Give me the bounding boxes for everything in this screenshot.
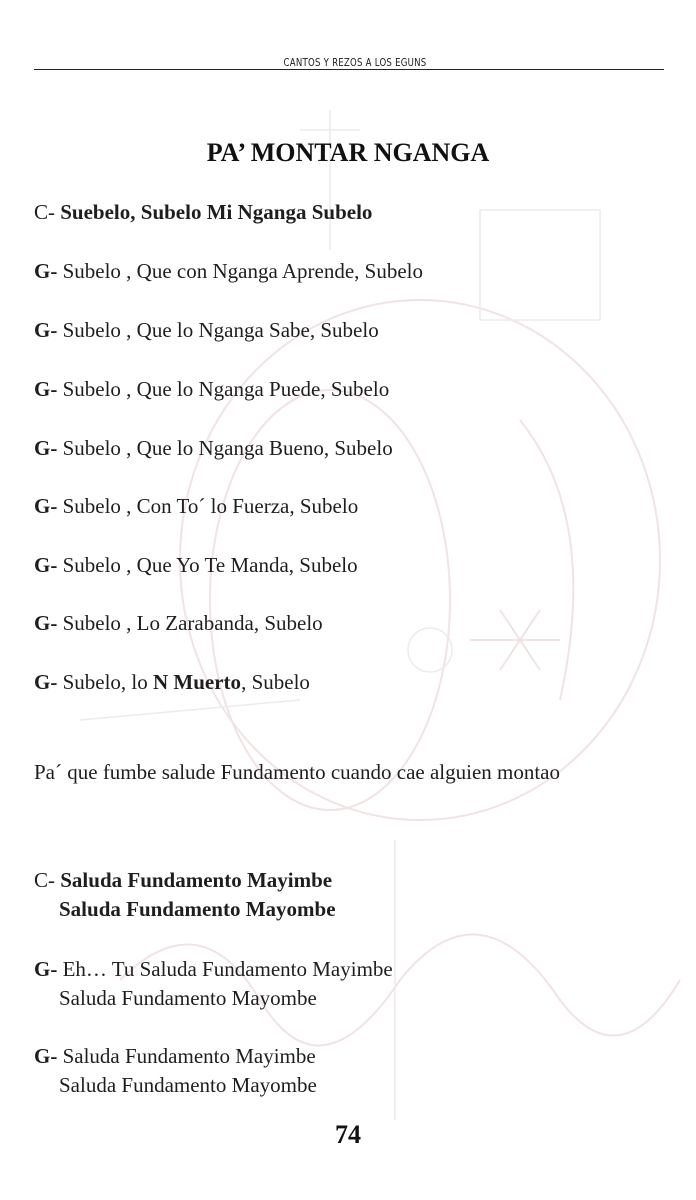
verse-text: Suebelo, Subelo Mi Nganga Subelo: [60, 200, 373, 224]
verse-text: Subelo , Que lo Nganga Sabe, Subelo: [62, 318, 379, 342]
verse-prefix: G-: [34, 259, 58, 283]
verse-line: [34, 318, 379, 343]
call-line-1: Saluda Fundamento Mayimbe: [60, 868, 333, 892]
verse-text: Subelo , Que con Nganga Aprende, Subelo: [62, 259, 424, 283]
verse-text: Subelo , Lo Zarabanda, Subelo: [62, 611, 323, 635]
verse-text-bold: N Muerto: [153, 670, 242, 694]
verse-line: [34, 259, 423, 284]
verse-prefix: G-: [34, 318, 58, 342]
call-line-2: Saluda Fundamento Mayombe: [59, 897, 336, 921]
call-block: [34, 866, 336, 924]
verse-prefix: G-: [34, 494, 58, 518]
response-block: [34, 955, 393, 1013]
verse-text: Subelo , Que lo Nganga Bueno, Subelo: [62, 436, 393, 460]
header-rule: [34, 69, 664, 70]
verse-prefix: G-: [34, 553, 58, 577]
song-title: PA’ MONTAR NGANGA: [206, 138, 490, 167]
response-line-2: Saluda Fundamento Mayombe: [59, 1073, 317, 1097]
response-line-2: Saluda Fundamento Mayombe: [59, 986, 317, 1010]
verse-line: [34, 200, 372, 225]
call-prefix: C-: [34, 868, 55, 892]
verse-line: [34, 377, 389, 402]
verse-line: [34, 611, 323, 636]
verse-prefix: G-: [34, 436, 58, 460]
verse-prefix: G-: [34, 377, 58, 401]
response-prefix: G-: [34, 1044, 58, 1068]
verse-text: Subelo , Que lo Nganga Puede, Subelo: [62, 377, 390, 401]
response-line-1: Saluda Fundamento Mayimbe: [62, 1044, 316, 1068]
verse-text: Subelo , Que Yo Te Manda, Subelo: [62, 553, 358, 577]
running-title: CANTOS Y REZOS A LOS EGUNS: [283, 56, 427, 69]
verse-line: [34, 436, 393, 461]
response-block: [34, 1042, 317, 1100]
verse-text-after: , Subelo: [241, 670, 310, 694]
verse-prefix: G-: [34, 670, 58, 694]
verse-line: [34, 494, 358, 519]
response-line-1: Eh… Tu Saluda Fundamento Mayimbe: [62, 957, 393, 981]
page-number: 74: [335, 1120, 361, 1149]
verse-line: [34, 553, 358, 578]
verse-text-before: Subelo, lo: [62, 670, 153, 694]
response-prefix: G-: [34, 957, 58, 981]
verse-prefix: G-: [34, 611, 58, 635]
verse-line: [34, 670, 310, 695]
running-header: [34, 52, 664, 70]
verse-prefix: C-: [34, 200, 55, 224]
instruction-paragraph: Pa´ que fumbe salude Fundamento cuando cae alguien montao: [34, 760, 561, 784]
verse-text: Subelo , Con To´ lo Fuerza, Subelo: [62, 494, 359, 518]
